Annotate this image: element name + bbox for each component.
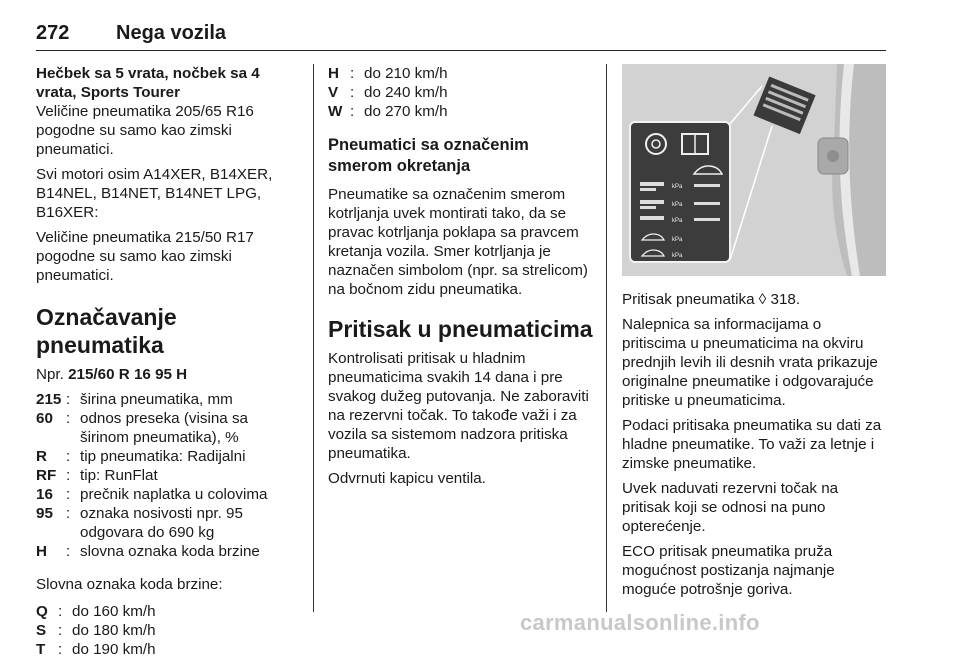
speed-value: do 240 km/h	[364, 84, 448, 101]
definition-row: 16 : prečnik naplatka u colovima	[36, 485, 298, 504]
definition-row: H : slovna oznaka koda brzine	[36, 542, 298, 561]
column-3	[622, 64, 886, 605]
speed-codes-list-2	[328, 64, 593, 121]
speed-value: do 270 km/h	[364, 103, 448, 120]
definition-value: prečnik naplatka u colovima	[80, 486, 268, 503]
definition-row: 60 : odnos preseka (visina sa širinom pneumatika), %	[36, 409, 298, 447]
kpa-label: kPa	[672, 253, 683, 259]
example-line	[36, 365, 298, 384]
speed-key: T	[36, 641, 46, 658]
definition-key: 95	[36, 505, 53, 522]
definition-key: 16	[36, 486, 53, 503]
section-title-pressure: Pritisak u pneumaticima	[328, 316, 593, 342]
intro-heading: Hečbek sa 5 vrata, nočbek sa 4 vrata, Sports Tourer	[36, 65, 260, 101]
speed-row: Q : do 160 km/h	[36, 602, 298, 621]
speed-row: V : do 240 km/h	[328, 83, 593, 102]
definition-key: 215	[36, 391, 62, 408]
speed-row: T : do 190 km/h	[36, 640, 298, 659]
valve-text: Odvrnuti kapicu ventila.	[328, 470, 486, 487]
definition-value: oznaka nosivosti npr. 95 odgovara do 690 kg	[80, 505, 243, 541]
section-title-tire-marking: Označavanje pneumatika	[36, 304, 177, 358]
speed-row: W : do 270 km/h	[328, 102, 593, 121]
engines-text: Svi motori osim A14XER, B14XER, B14NEL, B14NET, B14NET LPG, B16XER:	[36, 166, 273, 221]
subheading-direction: Pneumatici sa označenim smerom okretanja	[328, 136, 529, 175]
speed-value: do 210 km/h	[364, 65, 448, 82]
reference-text: Pritisak pneumatika	[622, 291, 755, 308]
pressure-text: Kontrolisati pritisak u hladnim pneumaticima svakih 14 dana i pre svakog dužeg putovanja. Ne zaboraviti na rezervni točak. To takođe važi i za vozila sa sistemom nadzora pritiska pneumatika.	[328, 350, 589, 462]
label-info-text: Nalepnica sa informacijama o pritiscima u pneumaticima na okviru prednjih levih ili desnih vrata prikazuje originalne pneumatike i odgovarajuće pritiske u pneumaticima.	[622, 316, 878, 409]
kpa-label: kPa	[672, 237, 683, 243]
eco-pressure-text: ECO pritisak pneumatika pruža mogućnost postizanja najmanje moguće potrošnje goriva.	[622, 543, 835, 598]
reference-page: 318.	[770, 291, 801, 308]
tire-code-definitions	[36, 390, 298, 561]
reference-arrow-icon: ◊	[758, 291, 767, 308]
column-2	[328, 64, 593, 494]
definition-value: širina pneumatika, mm	[80, 391, 233, 408]
size-text: Veličine pneumatika 215/50 R17 pogodne su samo kao zimski pneumatici.	[36, 229, 254, 284]
definition-key: H	[36, 543, 47, 560]
definition-row: 215 : širina pneumatika, mm	[36, 390, 298, 409]
page-number: 272	[36, 22, 70, 44]
intro-text: Veličine pneumatika 205/65 R16 pogodne su samo kao zimski pneumatici.	[36, 103, 254, 158]
speed-intro: Slovna oznaka koda brzine:	[36, 576, 223, 593]
definition-key: RF	[36, 467, 57, 484]
definition-value: tip: RunFlat	[80, 467, 158, 484]
speed-key: S	[36, 622, 47, 639]
door-frame-illustration	[622, 64, 886, 276]
kpa-label: kPa	[672, 202, 683, 208]
speed-key: H	[328, 65, 339, 82]
speed-key: Q	[36, 603, 48, 620]
speed-row: S : do 180 km/h	[36, 621, 298, 640]
speed-value: do 190 km/h	[72, 641, 156, 658]
reference-line	[622, 290, 886, 309]
definition-row: R : tip pneumatika: Radijalni	[36, 447, 298, 466]
tire-pressure-label-figure	[622, 64, 886, 276]
cold-tires-text: Podaci pritisaka pneumatika su dati za hladne pneumatike. To važi za letnje i zimske pneumatike.	[622, 417, 882, 472]
direction-text: Pneumatike sa označenim smerom kotrljanja uvek montirati tako, da se pravac kotrljanja poklapa sa pravcem kretanja vozila. Smer kotrljanja je naznačen simbolom (npr. sa strelicom) na bočnom zidu pneumatika.	[328, 186, 588, 298]
page-header	[36, 20, 886, 51]
example-prefix: Npr.	[36, 366, 64, 383]
spare-wheel-text: Uvek naduvati rezervni točak na pritisak koji se odnosi na puno opterećenje.	[622, 480, 839, 535]
speed-key: V	[328, 84, 339, 101]
speed-codes-list-1	[36, 602, 298, 659]
page-title: Nega vozila	[116, 22, 227, 44]
definition-key: R	[36, 448, 47, 465]
definition-key: 60	[36, 410, 53, 427]
watermark: carmanualsonline.info	[520, 610, 760, 635]
definition-value: slovna oznaka koda brzine	[80, 543, 260, 560]
definition-row: 95 : oznaka nosivosti npr. 95 odgovara do 690 kg	[36, 504, 298, 542]
definition-row: RF : tip: RunFlat	[36, 466, 298, 485]
column-divider	[606, 64, 607, 612]
definition-value: odnos preseka (visina sa širinom pneumatika), %	[80, 410, 248, 446]
speed-row: H : do 210 km/h	[328, 64, 593, 83]
definition-value: tip pneumatika: Radijalni	[80, 448, 246, 465]
speed-value: do 180 km/h	[72, 622, 156, 639]
example-code: 215/60 R 16 95 H	[68, 366, 188, 383]
kpa-label: kPa	[672, 218, 683, 224]
speed-key: W	[328, 103, 343, 120]
speed-value: do 160 km/h	[72, 603, 156, 620]
column-1	[36, 64, 298, 665]
column-divider	[313, 64, 314, 612]
kpa-label: kPa	[672, 184, 683, 190]
